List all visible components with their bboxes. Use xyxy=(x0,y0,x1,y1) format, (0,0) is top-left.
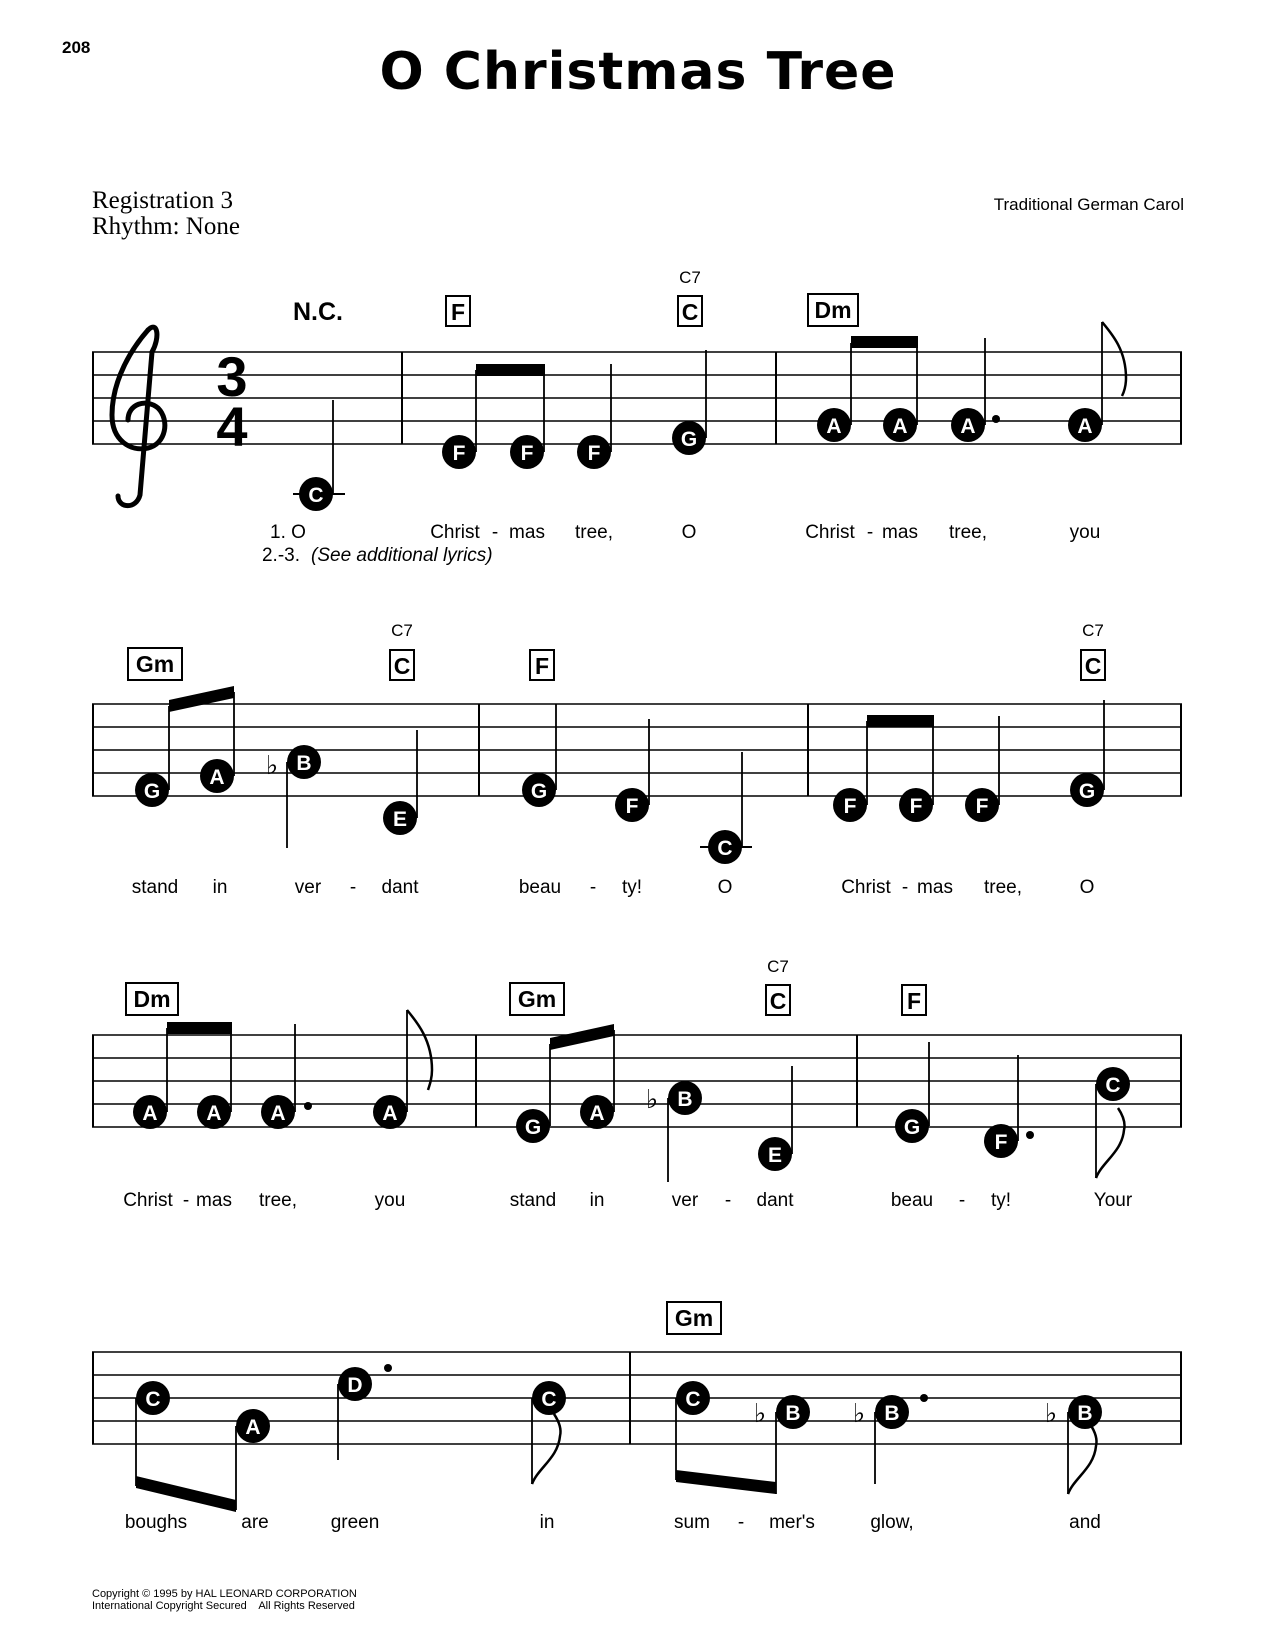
staff-system-2 xyxy=(92,621,1182,898)
lyric-syllable: ver xyxy=(294,877,322,898)
note-letter: A xyxy=(1077,415,1093,438)
time-signature-top: 3 xyxy=(216,345,248,408)
notehead-group xyxy=(293,408,1102,511)
note-letter: F xyxy=(452,442,466,465)
note-letter: A xyxy=(960,415,976,438)
lyric-hyphen: - xyxy=(901,877,909,898)
note-letter: G xyxy=(524,1116,542,1139)
lyric-syllable: Christ xyxy=(841,877,891,898)
lyrics-line xyxy=(123,1190,1133,1211)
chord-symbol: Dm xyxy=(133,986,171,1012)
note-letter: B xyxy=(677,1088,693,1111)
copyright-line-1: Copyright © 1995 by HAL LEONARD CORPORATION xyxy=(92,1588,357,1600)
note-stems xyxy=(333,322,1126,494)
note-letter: B xyxy=(785,1402,801,1425)
note-letter: G xyxy=(903,1116,921,1139)
rhythm-label: Rhythm: None xyxy=(92,213,240,240)
note-letter: A xyxy=(589,1102,605,1125)
dot-icon xyxy=(1026,1131,1034,1139)
flat-icon: ♭ xyxy=(645,1084,659,1114)
lyric-syllable: stand xyxy=(509,1190,557,1211)
dot-icon xyxy=(920,1394,928,1402)
additional-lyrics-note: (See additional lyrics) xyxy=(311,545,493,566)
lyric-syllable: in xyxy=(589,1190,605,1211)
lyric-syllable: beau xyxy=(890,1190,934,1211)
lyric-hyphen: - xyxy=(958,1190,966,1211)
note-letter: G xyxy=(143,780,161,803)
chord-symbol: C xyxy=(393,653,411,679)
note-letter: B xyxy=(296,752,312,775)
lyric-syllable: tree, xyxy=(983,877,1023,898)
lyric-syllable: stand xyxy=(131,877,179,898)
chord-symbol: F xyxy=(534,653,550,679)
chord-small-label: C7 xyxy=(767,957,789,976)
note-letter: F xyxy=(520,442,534,465)
chord-symbol: Gm xyxy=(517,986,557,1012)
lyric-syllable: ty! xyxy=(990,1190,1012,1211)
lyric-syllable: tree, xyxy=(948,522,988,543)
beams xyxy=(167,1022,614,1050)
lyrics-line xyxy=(262,522,1100,566)
lyric-syllable: Christ xyxy=(805,522,855,543)
note-letter: G xyxy=(680,428,698,451)
note-letter: C xyxy=(685,1388,701,1411)
lyric-syllable: O xyxy=(681,522,697,543)
lyric-syllable: O xyxy=(1079,877,1095,898)
note-letter: B xyxy=(1077,1402,1093,1425)
lyric-syllable: O xyxy=(717,877,733,898)
lyric-syllable: boughs xyxy=(124,1512,188,1533)
staff-lines xyxy=(92,352,1182,444)
lyric-syllable: 1. O xyxy=(270,522,306,543)
lyric-hyphen: - xyxy=(491,522,499,543)
note-letter: C xyxy=(145,1388,161,1411)
note-letter: C xyxy=(1105,1074,1121,1097)
lyric-syllable: tree, xyxy=(574,522,614,543)
lyric-syllable: green xyxy=(330,1512,380,1533)
note-letter: F xyxy=(909,795,923,818)
lyric-syllable: you xyxy=(374,1190,406,1211)
note-letter: F xyxy=(587,442,601,465)
note-letter: A xyxy=(245,1416,261,1439)
lyric-syllable: Your xyxy=(1093,1190,1133,1211)
dot-icon xyxy=(992,415,1000,423)
lyric-syllable: ty! xyxy=(621,877,643,898)
note-letter: F xyxy=(625,795,639,818)
lyric-syllable: mer's xyxy=(769,1512,815,1533)
flat-icon: ♭ xyxy=(265,750,279,780)
lyric-hyphen: - xyxy=(182,1190,190,1211)
staff-lines xyxy=(92,704,1182,796)
chord-small-label: C7 xyxy=(679,268,701,287)
lyric-syllable: in xyxy=(539,1512,555,1533)
composer-credit: Traditional German Carol xyxy=(993,195,1184,214)
beams xyxy=(169,686,934,727)
chord-symbol: F xyxy=(450,299,466,325)
lyric-hyphen: - xyxy=(349,877,357,898)
note-letter: A xyxy=(892,415,908,438)
lyric-syllable: sum xyxy=(674,1512,710,1533)
flat-icon: ♭ xyxy=(1044,1398,1058,1428)
note-letter: G xyxy=(1078,780,1096,803)
lyric-syllable: ver xyxy=(671,1190,699,1211)
lyric-syllable: are xyxy=(241,1512,269,1533)
note-letter: A xyxy=(209,766,225,789)
lyric-syllable: Christ xyxy=(123,1190,173,1211)
lyric-hyphen: - xyxy=(589,877,597,898)
copyright-line-2: International Copyright Secured All Rights Reserved xyxy=(92,1600,355,1612)
note-letter: A xyxy=(270,1102,286,1125)
chord-symbol: Gm xyxy=(674,1305,714,1331)
chord-small-label: C7 xyxy=(1082,621,1104,640)
chord-symbol: C xyxy=(681,299,699,325)
chord-symbol: Dm xyxy=(814,297,852,323)
note-letter: F xyxy=(843,795,857,818)
lyric-syllable: you xyxy=(1069,522,1101,543)
beams xyxy=(136,1470,776,1512)
lyric-syllable: dant xyxy=(381,877,419,898)
page-number: 208 xyxy=(62,38,91,57)
chord-symbol: C xyxy=(769,988,787,1014)
notehead-group xyxy=(133,1067,1130,1171)
note-stems xyxy=(136,1384,1097,1510)
note-letter: E xyxy=(767,1144,783,1167)
chord-symbol: F xyxy=(906,988,922,1014)
time-signature-bottom: 4 xyxy=(216,395,248,458)
chord-small-label: C7 xyxy=(391,621,413,640)
lyric-hyphen: - xyxy=(737,1512,745,1533)
note-letter: G xyxy=(530,780,548,803)
note-letter: D xyxy=(347,1374,363,1397)
treble-clef-icon xyxy=(112,327,165,506)
lyric-syllable: mas xyxy=(509,522,545,543)
lyric-syllable: and xyxy=(1069,1512,1101,1533)
lyric-syllable: mas xyxy=(196,1190,232,1211)
note-letter: A xyxy=(206,1102,222,1125)
verse-number: 2.-3. xyxy=(261,545,300,566)
lyric-syllable: beau xyxy=(518,877,562,898)
lyric-syllable: glow, xyxy=(870,1512,914,1533)
flat-icon: ♭ xyxy=(753,1398,767,1428)
lyric-hyphen: - xyxy=(724,1190,732,1211)
lyric-syllable: in xyxy=(212,877,228,898)
note-letter: C xyxy=(717,837,733,860)
flat-icon: ♭ xyxy=(852,1398,866,1428)
staff-system-3 xyxy=(92,957,1182,1211)
note-letter: A xyxy=(382,1102,398,1125)
note-letter: F xyxy=(994,1131,1008,1154)
lyric-hyphen: - xyxy=(866,522,874,543)
chord-symbol: Gm xyxy=(135,651,175,677)
lyric-syllable: mas xyxy=(882,522,918,543)
note-letter: C xyxy=(308,484,324,507)
staff-system-1 xyxy=(92,268,1182,566)
note-letter: C xyxy=(541,1388,557,1411)
note-letter: E xyxy=(392,808,408,831)
dot-icon xyxy=(304,1102,312,1110)
staff-system-4 xyxy=(92,1302,1182,1533)
song-title: O Christmas Tree xyxy=(379,42,897,102)
notehead-group xyxy=(136,1364,1102,1443)
note-letter: A xyxy=(142,1102,158,1125)
chord-symbol: C xyxy=(1084,653,1102,679)
lyric-syllable: Christ xyxy=(430,522,480,543)
lyric-syllable: tree, xyxy=(258,1190,298,1211)
registration-label: Registration 3 xyxy=(92,187,233,214)
chord-symbol: N.C. xyxy=(293,298,343,326)
lyrics-line xyxy=(125,1512,1101,1533)
lyric-syllable: mas xyxy=(917,877,953,898)
lyric-syllable: dant xyxy=(756,1190,794,1211)
lyrics-line xyxy=(132,877,1095,898)
dot-icon xyxy=(384,1364,392,1372)
note-letter: B xyxy=(884,1402,900,1425)
note-letter: A xyxy=(826,415,842,438)
notehead-group xyxy=(135,745,1104,864)
note-letter: F xyxy=(975,795,989,818)
